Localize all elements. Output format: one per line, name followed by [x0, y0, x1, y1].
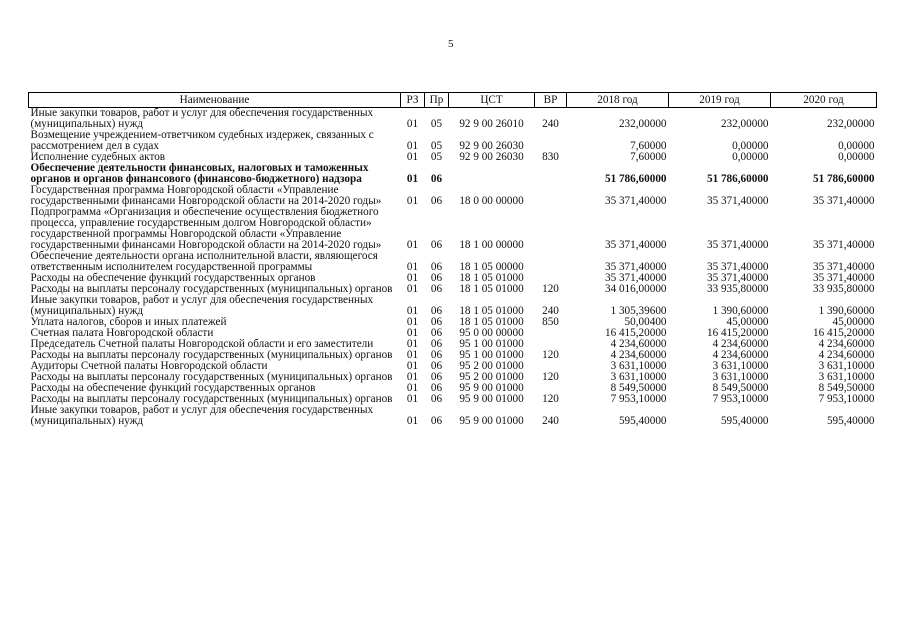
cell-name: Уплата налогов, сборов и иных платежей	[30, 316, 227, 328]
cell-2018: 35 371,40000	[604, 272, 667, 284]
budget-table	[28, 92, 877, 427]
cell-2020: 35 371,40000	[812, 195, 875, 207]
cell-name: Расходы на обеспечение функций государственных органов	[30, 272, 316, 284]
cell-rz: 01	[406, 360, 419, 372]
cell-2019: 232,00000	[720, 118, 769, 130]
cell-vr: 120	[542, 283, 559, 295]
cell-cst: 18 1 05 01000	[459, 283, 524, 295]
cell-2020: 16 415,20000	[812, 327, 875, 339]
cell-cst: 95 2 00 01000	[459, 371, 524, 383]
cell-pr: 06	[430, 261, 443, 273]
cell-2020: 1 390,60000	[818, 305, 875, 317]
cell-pr: 06	[430, 283, 443, 295]
cell-2019: 35 371,40000	[706, 239, 769, 251]
cell-name: Счетная палата Новгородской области	[30, 327, 214, 339]
cell-2018: 595,40000	[618, 415, 667, 427]
cell-rz: 01	[406, 118, 419, 130]
cell-2019: 3 631,10000	[712, 360, 769, 372]
cell-2020: 4 234,60000	[818, 349, 875, 361]
cell-pr: 06	[430, 305, 443, 317]
cell-rz: 01	[406, 371, 419, 383]
cell-cst: 95 9 00 01000	[459, 382, 524, 394]
cell-vr: 830	[542, 151, 559, 163]
table-body	[29, 108, 877, 428]
cell-2019: 33 935,80000	[706, 283, 769, 295]
cell-pr: 06	[430, 338, 443, 350]
cell-rz: 01	[406, 316, 419, 328]
cell-cst: 95 1 00 01000	[459, 338, 524, 350]
cell-2018: 7,60000	[630, 151, 667, 163]
cell-cst: 95 9 00 01000	[459, 415, 524, 427]
cell-name: Обеспечение деятельности органа исполнительной власти, являющегося ответственным исполнителем государственной программы	[30, 250, 378, 273]
cell-cst: 95 2 00 01000	[459, 360, 524, 372]
cell-2018: 7,60000	[630, 140, 667, 152]
header-cst: ЦСТ	[449, 93, 535, 108]
cell-name: Расходы на выплаты персоналу государственных (муниципальных) органов	[30, 283, 393, 295]
cell-2020: 0,00000	[838, 151, 875, 163]
table-row	[29, 405, 877, 427]
cell-name: Подпрограмма «Организация и обеспечение осуществления бюджетного процесса, управление государственным долгом Новгородской области» государственной программы Новгородской области «Управление государственными финансами Новгородской области на 2014-2020 годы»	[30, 206, 382, 251]
page-number: 5	[448, 38, 454, 50]
cell-cst: 92 9 00 26030	[459, 140, 524, 152]
cell-2019: 3 631,10000	[712, 371, 769, 383]
cell-2018: 51 786,60000	[604, 173, 667, 185]
cell-2019: 7 953,10000	[712, 393, 769, 405]
table-row	[29, 163, 877, 185]
cell-rz: 01	[406, 327, 419, 339]
cell-name: Расходы на выплаты персоналу государственных (муниципальных) органов	[30, 371, 393, 383]
cell-name: Председатель Счетной палаты Новгородской области и его заместители	[30, 338, 374, 350]
cell-2019: 0,00000	[732, 151, 769, 163]
cell-vr: 240	[542, 118, 559, 130]
cell-name: Расходы на выплаты персоналу государственных (муниципальных) органов	[30, 393, 393, 405]
cell-2020: 7 953,10000	[818, 393, 875, 405]
cell-pr: 06	[430, 239, 443, 251]
cell-2018: 16 415,20000	[604, 327, 667, 339]
cell-2020: 232,00000	[826, 118, 875, 130]
cell-2018: 3 631,10000	[610, 360, 667, 372]
cell-2020: 51 786,60000	[812, 173, 875, 185]
header-vr: ВР	[535, 93, 567, 108]
cell-2018: 4 234,60000	[610, 349, 667, 361]
cell-2020: 4 234,60000	[818, 338, 875, 350]
cell-pr: 05	[430, 151, 443, 163]
cell-2019: 8 549,50000	[712, 382, 769, 394]
cell-2020: 8 549,50000	[818, 382, 875, 394]
header-2018: 2018 год	[567, 93, 669, 108]
cell-pr: 06	[430, 316, 443, 328]
cell-vr	[535, 130, 567, 152]
cell-2018: 3 631,10000	[610, 371, 667, 383]
cell-2018: 1 305,39600	[610, 305, 667, 317]
cell-2019: 45,00000	[726, 316, 769, 328]
cell-pr: 06	[430, 272, 443, 284]
cell-2020: 0,00000	[838, 140, 875, 152]
cell-rz: 01	[406, 415, 419, 427]
cell-rz: 01	[406, 173, 419, 185]
cell-2020: 35 371,40000	[812, 239, 875, 251]
cell-pr: 06	[430, 173, 443, 185]
header-pr: Пр	[425, 93, 449, 108]
cell-2018: 7 953,10000	[610, 393, 667, 405]
cell-name: Аудиторы Счетной палаты Новгородской области	[30, 360, 268, 372]
header-name: Наименование	[29, 93, 401, 108]
table-row	[29, 295, 877, 317]
cell-2019: 35 371,40000	[706, 272, 769, 284]
cell-pr: 06	[430, 360, 443, 372]
cell-cst: 92 9 00 26030	[459, 151, 524, 163]
cell-2018: 232,00000	[618, 118, 667, 130]
table-header-row	[29, 93, 877, 108]
cell-2020: 45,00000	[832, 316, 875, 328]
header-rz: РЗ	[401, 93, 425, 108]
cell-cst: 92 9 00 26010	[459, 118, 524, 130]
cell-pr: 06	[430, 349, 443, 361]
cell-2020: 3 631,10000	[818, 371, 875, 383]
cell-2020: 33 935,80000	[812, 283, 875, 295]
cell-pr: 06	[430, 371, 443, 383]
cell-2019: 4 234,60000	[712, 338, 769, 350]
cell-vr	[535, 185, 567, 207]
cell-rz: 01	[406, 393, 419, 405]
cell-2018: 8 549,50000	[610, 382, 667, 394]
cell-rz: 01	[406, 151, 419, 163]
cell-2018: 50,00400	[624, 316, 667, 328]
cell-rz: 01	[406, 261, 419, 273]
table-row	[29, 185, 877, 207]
cell-cst: 18 1 05 00000	[459, 261, 524, 273]
cell-vr	[535, 251, 567, 273]
cell-name: Иные закупки товаров, работ и услуг для обеспечения государственных (муниципальных) нужд	[30, 404, 374, 427]
cell-cst	[449, 163, 535, 185]
cell-2020: 35 371,40000	[812, 272, 875, 284]
cell-name: Исполнение судебных актов	[30, 151, 166, 163]
cell-pr: 05	[430, 118, 443, 130]
cell-pr: 06	[430, 393, 443, 405]
cell-2020: 35 371,40000	[812, 261, 875, 273]
table-row	[29, 130, 877, 152]
cell-rz: 01	[406, 382, 419, 394]
cell-2019: 16 415,20000	[706, 327, 769, 339]
cell-2018: 35 371,40000	[604, 239, 667, 251]
cell-rz: 01	[406, 349, 419, 361]
cell-name: Обеспечение деятельности финансовых, налоговых и таможенных органов и органов финансового (финансово-бюджетного) надзора	[30, 162, 369, 185]
cell-cst: 18 1 00 00000	[459, 239, 524, 251]
cell-cst: 95 9 00 01000	[459, 393, 524, 405]
cell-pr: 06	[430, 382, 443, 394]
cell-vr: 240	[542, 305, 559, 317]
cell-vr: 120	[542, 371, 559, 383]
cell-cst: 18 1 05 01000	[459, 272, 524, 284]
cell-rz: 01	[406, 272, 419, 284]
cell-2019: 51 786,60000	[706, 173, 769, 185]
cell-cst: 18 1 05 01000	[459, 316, 524, 328]
cell-vr	[535, 328, 567, 339]
cell-cst: 95 1 00 01000	[459, 349, 524, 361]
cell-rz: 01	[406, 305, 419, 317]
table-row	[29, 108, 877, 131]
header-2019: 2019 год	[669, 93, 771, 108]
cell-pr: 06	[430, 415, 443, 427]
cell-2020: 3 631,10000	[818, 360, 875, 372]
cell-2018: 34 016,00000	[604, 283, 667, 295]
cell-name: Расходы на обеспечение функций государственных органов	[30, 382, 316, 394]
cell-name: Расходы на выплаты персоналу государственных (муниципальных) органов	[30, 349, 393, 361]
cell-name: Иные закупки товаров, работ и услуг для обеспечения государственных (муниципальных) нужд	[30, 107, 374, 130]
cell-2020: 595,40000	[826, 415, 875, 427]
cell-vr: 240	[542, 415, 559, 427]
cell-2019: 4 234,60000	[712, 349, 769, 361]
cell-2018: 35 371,40000	[604, 261, 667, 273]
cell-cst: 18 0 00 00000	[459, 195, 524, 207]
cell-rz: 01	[406, 239, 419, 251]
cell-pr: 06	[430, 195, 443, 207]
cell-pr: 06	[430, 327, 443, 339]
cell-vr	[535, 207, 567, 251]
cell-vr: 850	[542, 316, 559, 328]
cell-name: Возмещение учреждением-ответчиком судебных издержек, связанных с рассмотрением дел в судах	[30, 129, 374, 152]
cell-rz: 01	[406, 283, 419, 295]
cell-pr: 05	[430, 140, 443, 152]
cell-cst: 18 1 05 01000	[459, 305, 524, 317]
cell-2019: 0,00000	[732, 140, 769, 152]
cell-rz: 01	[406, 140, 419, 152]
cell-vr	[535, 163, 567, 185]
cell-rz: 01	[406, 195, 419, 207]
cell-cst: 95 0 00 00000	[459, 327, 524, 339]
cell-name: Иные закупки товаров, работ и услуг для обеспечения государственных (муниципальных) нужд	[30, 294, 374, 317]
cell-2019: 35 371,40000	[706, 195, 769, 207]
table-row	[29, 207, 877, 251]
table-row	[29, 251, 877, 273]
cell-2018: 35 371,40000	[604, 195, 667, 207]
cell-2019: 35 371,40000	[706, 261, 769, 273]
cell-2019: 1 390,60000	[712, 305, 769, 317]
cell-rz: 01	[406, 338, 419, 350]
cell-vr: 120	[542, 393, 559, 405]
cell-name: Государственная программа Новгородской области «Управление государственными финансами Новгородской области на 2014-2020 годы»	[30, 184, 382, 207]
cell-2018: 4 234,60000	[610, 338, 667, 350]
header-2020: 2020 год	[771, 93, 877, 108]
cell-vr: 120	[542, 349, 559, 361]
cell-2019: 595,40000	[720, 415, 769, 427]
